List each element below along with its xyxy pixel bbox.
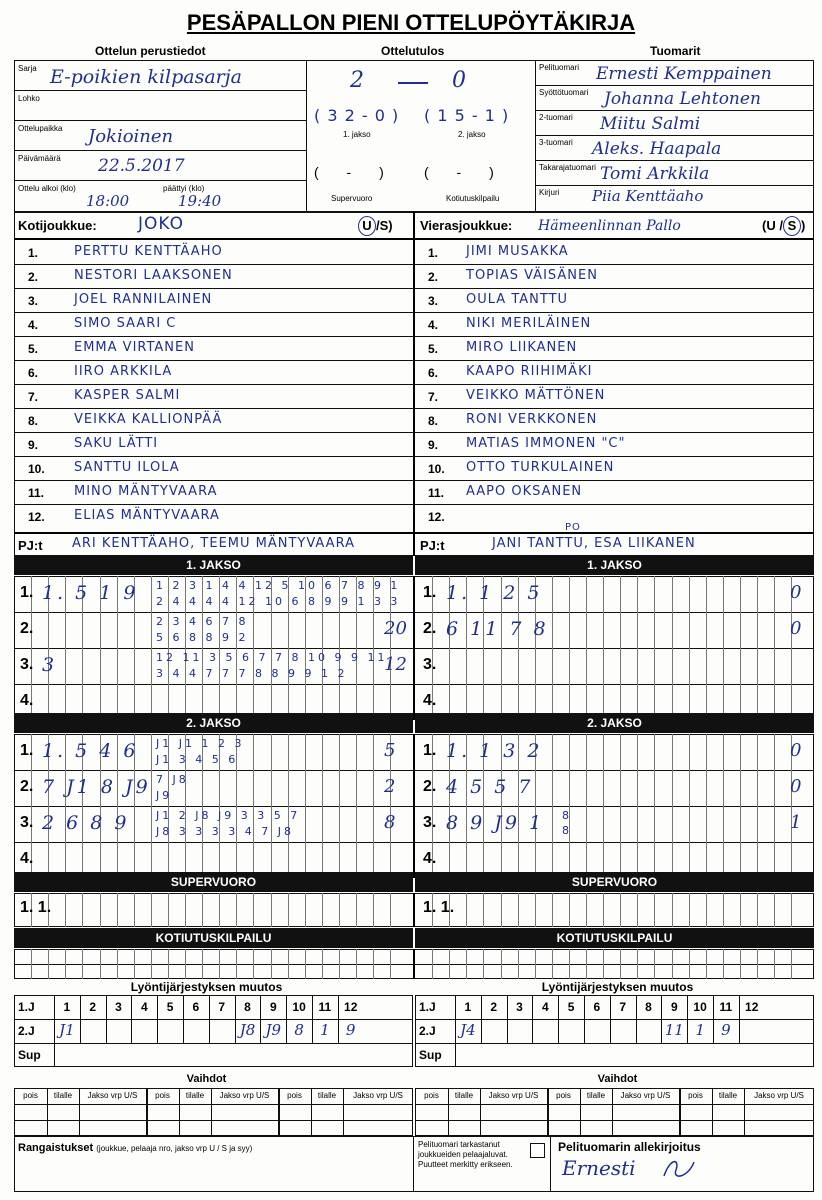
away-row-number: 6.	[428, 366, 439, 380]
home-player-name: SAKU LÄTTI	[74, 436, 159, 451]
home-player-name: JOEL RANNILAINEN	[74, 292, 213, 307]
p2-home-marks-top: J1 J1 1 2 3	[156, 737, 245, 750]
home-team-name: JOKO	[138, 214, 184, 234]
p1-home-inning-label: 1.	[20, 584, 34, 601]
home-row-number: 5.	[28, 342, 39, 356]
p2-away-extra: 8 8	[562, 809, 570, 837]
p2-home-marks-top: J1 2 J8 J9 3 3 5 7	[156, 809, 301, 822]
order-row-label-away: Sup	[419, 1048, 442, 1062]
section-basics: Ottelun perustiedot	[95, 44, 206, 58]
super-away-label	[423, 899, 454, 917]
subs-col-away: pois	[424, 1091, 439, 1100]
away-player-name: TOPIAS VÄISÄNEN	[466, 268, 598, 283]
away-pj-superscript: PO	[565, 522, 581, 533]
p1-home-marks-top: 2 3 4 6 7 8	[156, 615, 249, 628]
signature-label: Pelituomarin allekirjoitus	[558, 1140, 701, 1154]
home-us-rest: /S)	[376, 218, 393, 233]
subs-col-away: tilalle	[718, 1091, 738, 1100]
venue-value: Jokioinen	[88, 126, 174, 147]
away-row-number: 5.	[428, 342, 439, 356]
home-player-name: NESTORI LAAKSONEN	[74, 268, 233, 283]
p1-away-entry: 1. 1 2 5	[446, 582, 543, 604]
ref-name-5: Piia Kenttäaho	[592, 187, 704, 205]
p2-away-inning-label: 4.	[423, 850, 437, 867]
away-row-number: 2.	[428, 270, 439, 284]
p1-home-entry: 3	[42, 654, 58, 676]
p2-away-entry: 4 5 5 7	[446, 776, 534, 798]
order-col-home: 4	[140, 1000, 148, 1014]
away-player-name: VEIKKO MÄTTÖNEN	[466, 388, 606, 403]
order-col-home: 9	[269, 1000, 277, 1014]
p2-home-marks-top: 7 J8	[156, 773, 189, 786]
subs-col-home: Jakso vrp U/S	[87, 1091, 138, 1100]
order-change-entry-home: J9	[265, 1021, 282, 1039]
subs-col-home: Jakso vrp U/S	[219, 1091, 270, 1100]
away-player-name: KAAPO RIIHIMÄKI	[466, 364, 593, 379]
order-col-away: 11	[719, 1000, 733, 1014]
score-dash	[398, 82, 428, 84]
away-score: 0	[452, 68, 466, 93]
order-row-label-away: 1.J	[419, 1000, 436, 1014]
ref-label-4: Takarajatuomari	[539, 163, 596, 172]
order-change-entry-home: 8	[294, 1021, 304, 1039]
home-player-name: VEIKKA KALLIONPÄÄ	[74, 412, 223, 427]
away-row-number: 10.	[428, 462, 445, 476]
order-col-away: 2	[490, 1000, 498, 1014]
series-label: Sarja	[18, 64, 37, 73]
order-col-home: 11	[318, 1000, 332, 1014]
subs-col-away: tilalle	[586, 1091, 606, 1100]
home-row-number: 2.	[28, 270, 39, 284]
p1-away-inning-label: 3.	[423, 656, 437, 673]
home-score: 2	[350, 68, 364, 93]
super-home-label-a: 1.	[20, 899, 34, 916]
home-row-number: 6.	[28, 366, 39, 380]
subs-col-home: tilalle	[185, 1091, 205, 1100]
p1-home-marks-bottom: 5 6 8 8 9 2	[156, 631, 249, 644]
subs-col-away: Jakso vrp U/S	[488, 1091, 539, 1100]
home-row-number: 11.	[28, 486, 45, 500]
home-player-name: PERTTU KENTTÄAHO	[74, 244, 223, 259]
super-bar-home: SUPERVUORO	[14, 872, 413, 892]
home-player-name: SANTTU ILOLA	[74, 460, 180, 475]
order-col-home: 3	[115, 1000, 122, 1014]
homerun-bar-home: KOTIUTUSKILPAILU	[14, 928, 413, 948]
end-label: päättyi (klo)	[163, 184, 205, 193]
date-value: 22.5.2017	[98, 156, 185, 176]
p1-home-marks-bottom: 3 4 4 7 7 7 8 8 9 9 1 2	[156, 667, 348, 680]
order-col-away: 6	[593, 1000, 601, 1014]
p1-home-inning-label: 2.	[20, 620, 34, 637]
home-row-number: 10.	[28, 462, 45, 476]
order-change-entry-home: 1	[320, 1021, 330, 1039]
away-team-label: Vierasjoukkue:	[420, 218, 513, 233]
ref-name-4: Tomi Arkkila	[600, 164, 710, 184]
p1-away-runs: 0	[790, 618, 802, 639]
home-player-name: IIRO ARKKILA	[74, 364, 173, 379]
super-home-label-b: 1.	[37, 899, 52, 916]
order-col-home: 8	[244, 1000, 251, 1014]
section-referees: Tuomarit	[650, 44, 701, 58]
ref-label-2: 2-tuomari	[539, 113, 573, 122]
order-change-entry-away: J4	[460, 1021, 476, 1039]
order-row-label-away: 2.J	[419, 1024, 436, 1038]
check-text: Pelituomari tarkastanut joukkueiden pelaajaluvat. Puutteet merkitty erikseen.	[418, 1140, 513, 1169]
home-player-name: EMMA VIRTANEN	[74, 340, 195, 355]
subs-col-home: Jakso vrp U/S	[353, 1091, 403, 1100]
away-pj-value: JANI TANTTU, ESA LIIKANEN	[492, 536, 696, 551]
away-row-number: 1.	[428, 246, 439, 260]
subs-col-home: tilalle	[317, 1091, 337, 1100]
period1-bar-away: 1. JAKSO	[415, 555, 814, 575]
subs-col-away: pois	[688, 1091, 703, 1100]
series-value: E-poikien kilpasarja	[50, 66, 242, 88]
p2-home-runs: 2	[384, 776, 396, 797]
p1-away-runs: 0	[790, 582, 802, 603]
home-team-label: Kotijoukkue:	[18, 218, 97, 233]
p2-home-inning-label: 4.	[20, 850, 34, 867]
away-us-rest: (U /	[762, 218, 783, 233]
away-player-name: MATIAS IMMONEN "C"	[466, 436, 626, 451]
p2-home-runs: 8	[384, 812, 396, 833]
p2-home-entry: 2 6 8 9	[42, 812, 130, 834]
home-pj-value: ARI KENTTÄAHO, TEEMU MÄNTYVAARA	[72, 536, 355, 551]
away-player-name: NIKI MERILÄINEN	[466, 316, 592, 331]
start-value: 18:00	[86, 192, 130, 210]
p2-away-runs: 0	[790, 740, 802, 761]
home-row-number: 4.	[28, 318, 39, 332]
home-player-name: ELIAS MÄNTYVAARA	[74, 508, 220, 523]
p2-home-entry: 7 J1 8 J9	[42, 776, 151, 798]
p2-home-entry: 1. 5 4 6	[42, 740, 139, 762]
p1-home-marks-bottom: 2 4 4 4 4 12 10 6 8 9 9 1 3 3	[156, 595, 401, 608]
end-value: 19:40	[178, 192, 222, 210]
group-label: Lohko	[18, 94, 40, 103]
period2-bar-away: 2. JAKSO	[415, 713, 814, 733]
home-row-number: 3.	[28, 294, 39, 308]
home-row-number: 1.	[28, 246, 39, 260]
subs-title-away: Vaihdot	[597, 1073, 638, 1085]
period2-bar-home: 2. JAKSO	[14, 713, 413, 733]
penalties-hint: (joukkue, pelaaja nro, jakso vrp U / S ja syy)	[96, 1144, 253, 1153]
order-col-home: 10	[292, 1000, 306, 1014]
order-col-away: 12	[745, 1000, 759, 1014]
home-pj-label: PJ:t	[18, 538, 43, 553]
p1-away-inning-label: 4.	[423, 692, 437, 709]
p2-away-inning-label: 3.	[423, 814, 437, 831]
ref-label-1: Syöttötuomari	[539, 88, 589, 97]
p1-home-runs: 20	[384, 618, 407, 639]
p1-away-inning-label: 1.	[423, 584, 437, 601]
away-row-number: 7.	[428, 390, 439, 404]
period1-label: 1. jakso	[343, 130, 371, 139]
subs-col-away: Jakso vrp U/S	[754, 1091, 804, 1100]
away-row-number: 12.	[428, 510, 445, 524]
away-player-name: AAPO OKSANEN	[466, 484, 583, 499]
period1-score: ( 3 2 - 0 )	[314, 106, 400, 125]
order-change-entry-home: J8	[239, 1021, 256, 1039]
p2-home-marks-bottom: J8 3 3 3 3 4 7 J8	[156, 825, 294, 838]
order-row-label-home: 1.J	[18, 1000, 35, 1014]
subs-col-home: pois	[155, 1091, 170, 1100]
super-home-label	[20, 899, 51, 917]
away-player-name: MIRO LIIKANEN	[466, 340, 578, 355]
p2-home-inning-label: 3.	[20, 814, 34, 831]
super-away-label-b: 1.	[440, 899, 455, 916]
order-col-away: 4	[541, 1000, 549, 1014]
order-col-away: 9	[670, 1000, 678, 1014]
order-change-entry-away: 9	[721, 1021, 731, 1039]
homerun-bar-away: KOTIUTUSKILPAILU	[415, 928, 814, 948]
subs-col-away: tilalle	[454, 1091, 474, 1100]
p2-away-inning-label: 1.	[423, 742, 437, 759]
home-player-name: SIMO SAARI C	[74, 316, 177, 331]
away-row-number: 8.	[428, 414, 439, 428]
away-row-number: 9.	[428, 438, 439, 452]
period1-bar-home: 1. JAKSO	[14, 555, 413, 575]
period2-score: ( 1 5 - 1 )	[424, 106, 510, 125]
order-change-entry-home: J1	[59, 1021, 75, 1039]
order-col-away: 10	[693, 1000, 707, 1014]
super-label: Supervuoro	[331, 194, 373, 203]
home-us-mark	[358, 216, 393, 236]
away-row-number: 11.	[428, 486, 445, 500]
ref-name-3: Aleks. Haapala	[592, 139, 722, 159]
ref-label-0: Pelituomari	[539, 63, 580, 72]
away-pj-label: PJ:t	[420, 538, 445, 553]
p2-home-marks-bottom: J1 3 4 5 6	[156, 753, 239, 766]
check-box[interactable]	[530, 1143, 545, 1158]
p1-home-inning-label: 3.	[20, 656, 34, 673]
order-title-home: Lyöntijärjestyksen muutos	[130, 980, 283, 994]
p2-away-runs: 1	[790, 812, 802, 833]
home-player-name: MINO MÄNTYVAARA	[74, 484, 218, 499]
order-col-home: 1	[63, 1000, 71, 1014]
home-row-number: 9.	[28, 438, 39, 452]
subs-title-home: Vaihdot	[186, 1073, 227, 1085]
p1-home-inning-label: 4.	[20, 692, 34, 709]
order-col-home: 6	[192, 1000, 200, 1014]
away-player-name: RONI VERKKONEN	[466, 412, 598, 427]
p2-away-runs: 0	[790, 776, 802, 797]
date-label: Päivämäärä	[18, 154, 61, 163]
order-col-home: 2	[89, 1000, 97, 1014]
p1-home-runs: 12	[384, 654, 407, 675]
p2-away-entry: 8 9 J9 1	[446, 812, 545, 834]
p1-home-entry: 1. 5 1 9	[42, 582, 139, 604]
super-score: ( - )	[314, 164, 396, 180]
away-row-number: 4.	[428, 318, 439, 332]
p2-home-inning-label: 2.	[20, 778, 34, 795]
homerun-score: ( - )	[424, 164, 506, 180]
ref-name-1: Johanna Lehtonen	[604, 89, 761, 109]
ref-name-0: Ernesti Kemppainen	[596, 64, 772, 84]
order-row-label-home: Sup	[18, 1048, 41, 1062]
order-col-away: 7	[619, 1000, 627, 1014]
p1-away-inning-label: 2.	[423, 620, 437, 637]
super-bar-away: SUPERVUORO	[415, 872, 814, 892]
penalties-label: Rangaistukset	[18, 1142, 94, 1154]
order-col-away: 5	[567, 1000, 575, 1014]
order-col-away: 3	[516, 1000, 523, 1014]
order-col-home: 5	[166, 1000, 174, 1014]
order-col-home: 7	[218, 1000, 226, 1014]
p1-home-marks-top: 12 11 3 5 6 7 7 8 10 9 9 11	[156, 651, 388, 664]
subs-col-away: Jakso vrp U/S	[620, 1091, 671, 1100]
p2-home-inning-label: 1.	[20, 742, 34, 759]
order-change-entry-home: 9	[345, 1021, 356, 1039]
home-row-number: 8.	[28, 414, 39, 428]
subs-col-home: pois	[287, 1091, 302, 1100]
away-us-mark: (U / S )	[762, 216, 805, 236]
away-team-name: Hämeenlinnan Pallo	[538, 218, 681, 234]
venue-label: Ottelupaikka	[18, 124, 63, 133]
ref-label-3: 3-tuomari	[539, 138, 573, 147]
order-change-entry-away: 11	[664, 1021, 684, 1039]
form-title: PESÄPALLON PIENI OTTELUPÖYTÄKIRJA	[186, 10, 636, 35]
order-col-away: 1	[464, 1000, 472, 1014]
away-player-name: OTTO TURKULAINEN	[466, 460, 615, 475]
order-col-home: 12	[344, 1000, 358, 1014]
home-row-number: 7.	[28, 390, 39, 404]
p1-home-marks-top: 1 2 3 1 4 4 12 5 10 6 7 8 9 1	[156, 579, 401, 592]
subs-col-away: pois	[556, 1091, 571, 1100]
homerun-label: Kotiutuskilpailu	[446, 194, 500, 203]
start-label: Ottelu alkoi (klo)	[18, 184, 76, 193]
section-result: Ottelutulos	[381, 44, 445, 58]
away-row-number: 3.	[428, 294, 439, 308]
subs-col-home: pois	[23, 1091, 38, 1100]
p2-home-marks-bottom: J9	[156, 789, 173, 802]
ref-label-5: Kirjuri	[539, 188, 560, 197]
home-us-circle: U	[358, 216, 376, 236]
super-away-label-a: 1.	[423, 899, 437, 916]
order-title-away: Lyöntijärjestyksen muutos	[541, 980, 694, 994]
away-player-name: JIMI MUSAKKA	[466, 244, 569, 259]
home-player-name: KASPER SALMI	[74, 388, 181, 403]
subs-col-home: tilalle	[53, 1091, 73, 1100]
order-change-entry-away: 1	[695, 1021, 705, 1039]
p2-away-entry: 1. 1 3 2	[446, 740, 543, 762]
p2-home-runs: 5	[384, 740, 396, 761]
p2-away-inning-label: 2.	[423, 778, 437, 795]
signature-scribble	[660, 1156, 700, 1182]
penalties	[18, 1142, 252, 1154]
order-row-label-home: 2.J	[18, 1024, 35, 1038]
period2-label: 2. jakso	[458, 130, 486, 139]
referee-signature: Ernesti	[562, 1156, 636, 1180]
away-us-circle: S	[783, 216, 801, 236]
p1-away-entry: 6 11 7 8	[446, 618, 549, 640]
order-col-away: 8	[645, 1000, 652, 1014]
ref-name-2: Miitu Salmi	[600, 114, 701, 134]
home-row-number: 12.	[28, 510, 45, 524]
away-player-name: OULA TANTTU	[466, 292, 569, 307]
